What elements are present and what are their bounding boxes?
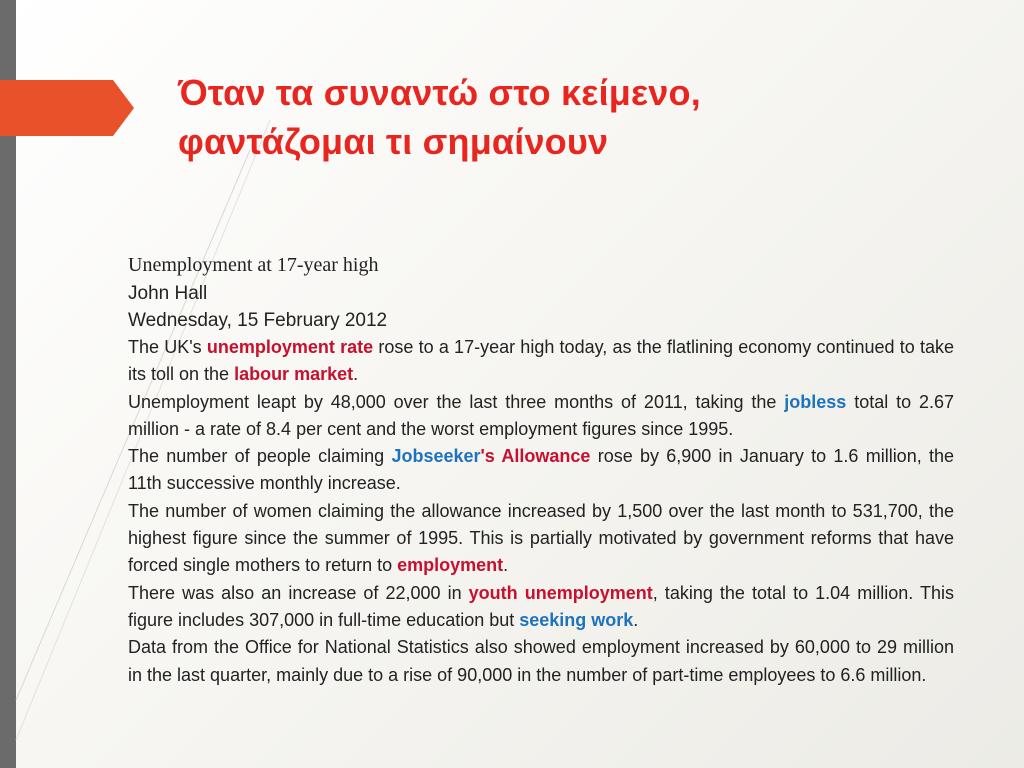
p1-text-a: The UK's bbox=[128, 337, 207, 357]
paragraph-4 bbox=[128, 498, 954, 580]
keyword-unemployment-rate: unemployment rate bbox=[206, 337, 374, 357]
arrow-tab-decoration bbox=[0, 80, 134, 136]
article-date: Wednesday, 15 February 2012 bbox=[128, 310, 388, 331]
p1-text-b: rose to a 17-year high today, as the flatlining economy continued to take its toll on the bbox=[128, 337, 954, 385]
article-body bbox=[128, 252, 954, 689]
article-headline: Unemployment at 17-year high bbox=[128, 254, 379, 276]
p4-text-a: The number of women claiming the allowance increased by 1,500 over the last month to 531,700, the highest figure since the summer of 1995. This is partially motivated by government reforms that have forced single mothers to return to bbox=[128, 500, 954, 576]
keyword-employment: employment bbox=[397, 555, 504, 576]
paragraph-5 bbox=[128, 580, 954, 635]
keyword-jobless: jobless bbox=[784, 391, 847, 412]
p4-text-b: . bbox=[503, 555, 509, 576]
p1-text-c: . bbox=[353, 364, 359, 385]
keyword-seeking-work: seeking work bbox=[519, 609, 634, 630]
paragraph-1 bbox=[128, 334, 954, 389]
keyword-allowance: 's Allowance bbox=[480, 446, 591, 467]
p3-text-a: The number of people claiming bbox=[128, 446, 392, 467]
paragraph-3 bbox=[128, 443, 954, 498]
p2-text-b: total to 2.67 million - a rate of 8.4 per cent and the worst employment figures since 1995. bbox=[128, 391, 954, 439]
slide-title-line-1: Όταν τα συναντώ στο κείμενο, bbox=[178, 72, 701, 113]
p5-text-b: , taking the total to 1.04 million. This figure includes 307,000 in full-time education but bbox=[128, 582, 954, 630]
slide-title bbox=[178, 68, 978, 166]
p6-text-a: Data from the Office for National Statistics also showed employment increased by 60,000 to 29 million in the last quarter, mainly due to a rise of 90,000 in the number of part-time employees to 6.6 million. bbox=[128, 637, 954, 685]
p5-text-c: . bbox=[633, 609, 639, 630]
p5-text-a: There was also an increase of 22,000 in bbox=[128, 582, 469, 603]
paragraph-6 bbox=[128, 634, 954, 689]
article-author: John Hall bbox=[128, 283, 208, 304]
keyword-youth-unemployment: youth unemployment bbox=[468, 582, 653, 603]
paragraph-2 bbox=[128, 389, 954, 444]
keyword-jobseeker: Jobseeker bbox=[391, 446, 481, 467]
p2-text-a: Unemployment leapt by 48,000 over the last three months of 2011, taking the bbox=[128, 391, 785, 412]
keyword-labour-market: labour market bbox=[234, 364, 354, 385]
slide-title-line-2: φαντάζομαι τι σημαίνουν bbox=[178, 121, 609, 162]
p3-text-b: rose by 6,900 in January to 1.6 million, the 11th successive monthly increase. bbox=[128, 446, 954, 494]
